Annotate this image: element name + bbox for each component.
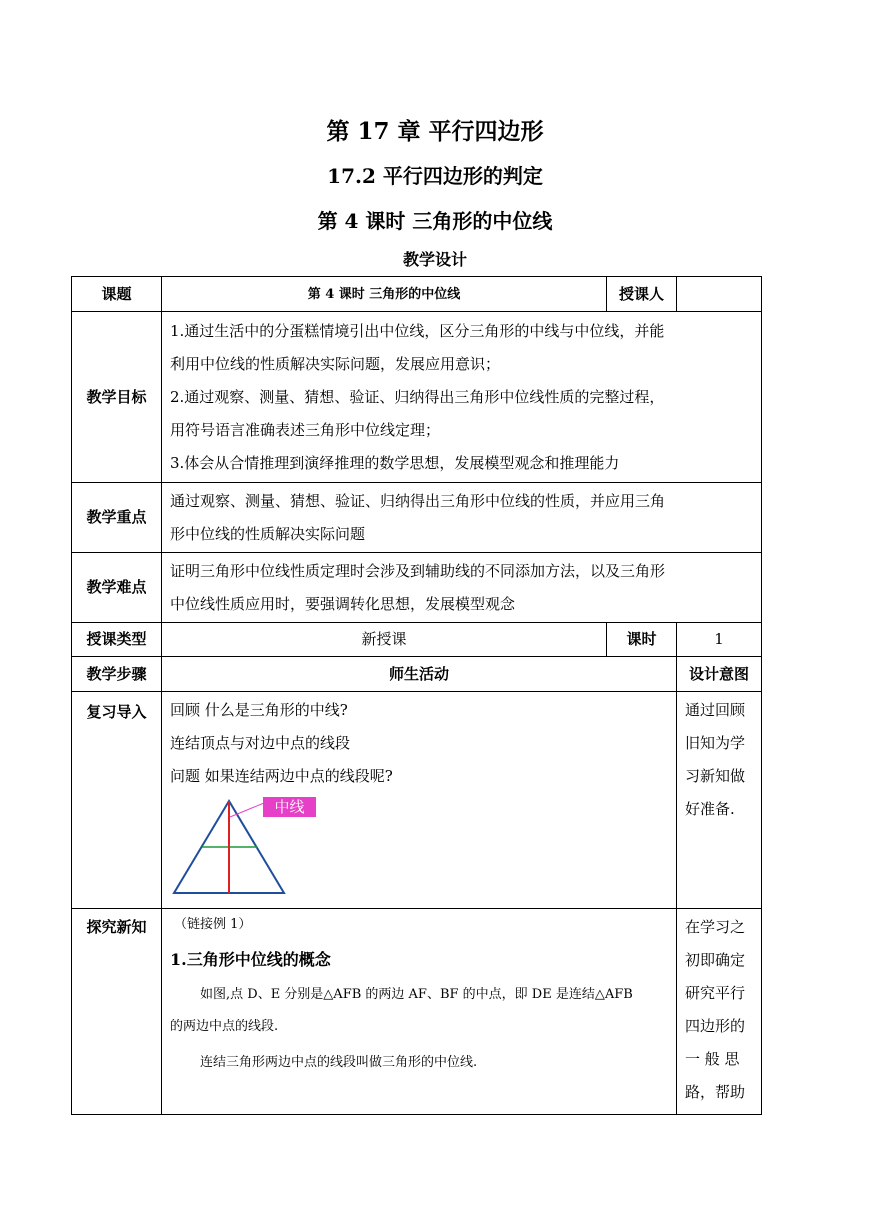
goal-line: 用符号语言准确表述三角形中位线定理； xyxy=(170,420,441,439)
section-title: 17.2 平行四边形的判定 xyxy=(327,164,543,188)
triangle-figure xyxy=(170,793,668,903)
key-line: 形中位线的性质解决实际问题 xyxy=(170,524,366,543)
difficult-line: 证明三角形中位线性质定理时会涉及到辅助线的不同添加方法，以及三角形 xyxy=(170,561,666,580)
key-label: 教学重点 xyxy=(72,483,162,553)
hours-value: 1 xyxy=(677,623,762,657)
review-line: 回顾 什么是三角形的中线? xyxy=(170,701,348,719)
intent-line: 初即确定 xyxy=(685,951,746,969)
difficult-line: 中位线性质应用时，要强调转化思想，发展模型观念 xyxy=(170,594,516,613)
steps-header-row xyxy=(72,657,762,692)
type-label: 授课类型 xyxy=(72,623,162,657)
explore-heading: 1.三角形中位线的概念 xyxy=(170,950,331,969)
review-row xyxy=(72,692,762,909)
design-title: 教学设计 xyxy=(402,250,467,269)
chapter-title: 第 17 章 平行四边形 xyxy=(326,118,544,145)
median-tag: 中线 xyxy=(263,797,316,817)
type-row xyxy=(72,623,762,657)
intent-line: 在学习之 xyxy=(685,918,746,936)
hours-label: 课时 xyxy=(607,623,677,657)
teacher-label: 授课人 xyxy=(607,277,677,312)
topic-label: 课题 xyxy=(72,277,162,312)
explore-link: （链接例 1） xyxy=(174,917,252,932)
difficult-content xyxy=(162,553,762,623)
intent-line: 四边形的 xyxy=(685,1017,746,1035)
review-intent xyxy=(677,692,762,909)
intent-line: 旧知为学 xyxy=(685,734,746,752)
key-row xyxy=(72,483,762,553)
review-content xyxy=(162,692,677,909)
explore-para2: 连结三角形两边中点的线段叫做三角形的中位线. xyxy=(200,1055,478,1070)
goal-line: 1.通过生活中的分蛋糕情境引出中位线，区分三角形的中线与中位线，并能 xyxy=(170,321,665,340)
topic-row xyxy=(72,277,762,312)
goal-line: 利用中位线的性质解决实际问题，发展应用意识； xyxy=(170,354,501,373)
intent-line: 研究平行 xyxy=(685,984,746,1002)
intent-line: 好准备. xyxy=(685,800,735,818)
explore-content xyxy=(162,909,677,1115)
lesson-plan-table xyxy=(71,276,762,1115)
type-value: 新授课 xyxy=(162,623,607,657)
intent-line: 路，帮助 xyxy=(685,1083,746,1101)
explore-para1-a: 如图,点 D、E 分别是△AFB 的两边 AF、BF 的中点，即 DE 是连结△AFB xyxy=(200,987,633,1002)
explore-row xyxy=(72,909,762,1115)
goals-content xyxy=(162,312,762,483)
review-line: 连结顶点与对边中点的线段 xyxy=(170,734,351,752)
teacher-value xyxy=(677,277,762,312)
difficult-row xyxy=(72,553,762,623)
intent-line: 通过回顾 xyxy=(685,701,746,719)
topic-value: 第 4 课时 三角形的中位线 xyxy=(162,277,607,312)
intent-label: 设计意图 xyxy=(677,657,762,692)
key-line: 通过观察、测量、猜想、验证、归纳得出三角形中位线的性质，并应用三角 xyxy=(170,491,666,510)
intent-line: 一 般 思 xyxy=(685,1050,740,1068)
goals-label: 教学目标 xyxy=(72,312,162,483)
lesson-title: 第 4 课时 三角形的中位线 xyxy=(317,209,553,233)
intent-line: 习新知做 xyxy=(685,767,746,785)
difficult-label: 教学难点 xyxy=(72,553,162,623)
explore-step: 探究新知 xyxy=(72,909,162,1115)
goal-line: 3.体会从合情推理到演绎推理的数学思想，发展模型观念和推理能力 xyxy=(170,453,620,472)
activity-label: 师生活动 xyxy=(162,657,677,692)
goal-line: 2.通过观察、测量、猜想、验证、归纳得出三角形中位线性质的完整过程， xyxy=(170,387,665,406)
review-step: 复习导入 xyxy=(72,692,162,909)
explore-intent xyxy=(677,909,762,1115)
steps-label: 教学步骤 xyxy=(72,657,162,692)
goals-row xyxy=(72,312,762,483)
review-line: 问题 如果连结两边中点的线段呢? xyxy=(170,767,393,785)
key-content xyxy=(162,483,762,553)
explore-para1-b: 的两边中点的线段. xyxy=(170,1019,279,1034)
